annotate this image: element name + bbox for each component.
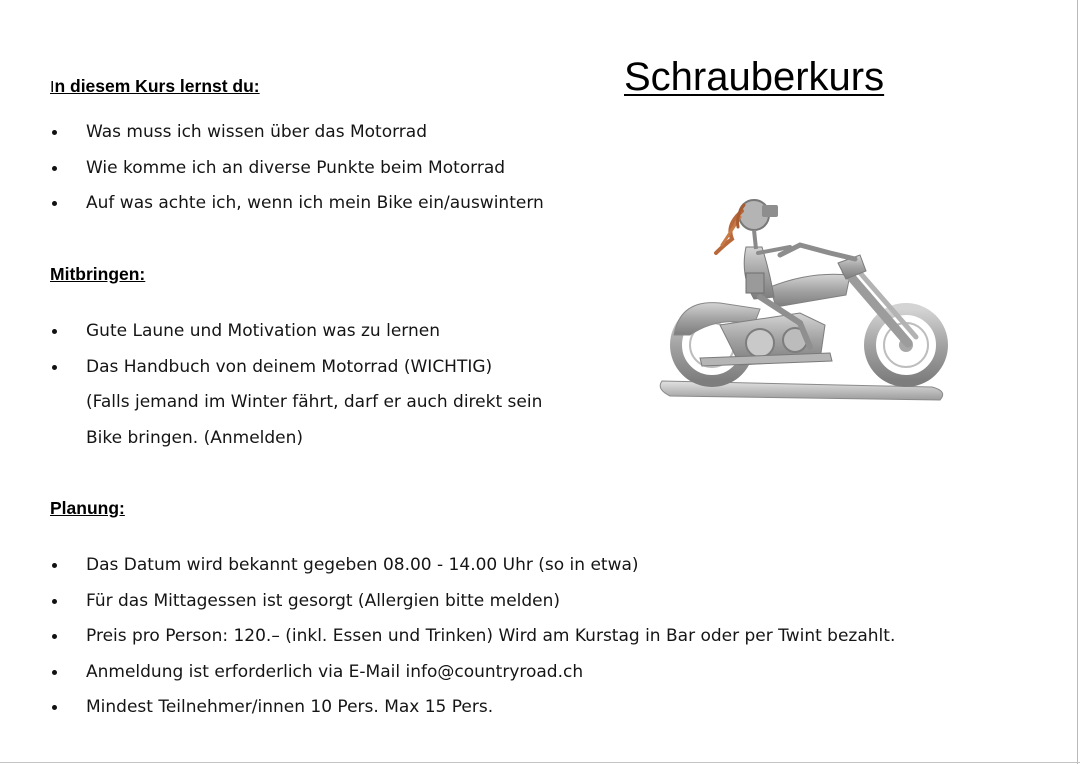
- bullet-icon: [52, 634, 57, 639]
- list-item: [50, 661, 895, 697]
- learn-list: [50, 121, 544, 228]
- bullet-icon: [52, 599, 57, 604]
- heading-learn: [50, 75, 260, 99]
- page-edge: [1077, 0, 1078, 764]
- list-item-text: Auf was achte ich, wenn ich mein Bike ein/auswintern: [86, 193, 544, 213]
- list-item: [50, 320, 542, 356]
- list-item-continuation: [50, 427, 542, 463]
- list-item: [50, 192, 544, 228]
- bullet-icon: [52, 201, 57, 206]
- bullet-icon: [52, 670, 57, 675]
- bullet-icon: [52, 365, 57, 370]
- list-item: [50, 356, 542, 392]
- list-item-text: Was muss ich wissen über das Motorrad: [86, 122, 427, 142]
- bullet-icon: [52, 329, 57, 334]
- list-item: [50, 121, 544, 157]
- list-item-text: Preis pro Person: 120.– (inkl. Essen und Trinken) Wird am Kurstag in Bar oder per Twint bezahlt.: [86, 626, 896, 646]
- motorcycle-sculpture-icon: [650, 175, 960, 410]
- list-item-text: Für das Mittagessen ist gesorgt (Allergien bitte melden): [86, 590, 561, 611]
- heading-learn-text: n diesem Kurs lernst du:: [54, 76, 260, 96]
- list-item: [50, 554, 895, 590]
- list-item: [50, 625, 895, 661]
- heading-bring: Mitbringen:: [50, 264, 146, 284]
- bullet-icon: [52, 705, 57, 710]
- page-title: Schrauberkurs: [624, 55, 885, 99]
- heading-learn-initial: I: [50, 79, 55, 96]
- list-item-text: (Falls jemand im Winter fährt, darf er auch direkt sein: [86, 392, 543, 412]
- list-item-text: Bike bringen. (Anmelden): [86, 427, 304, 448]
- bullet-icon: [52, 130, 57, 135]
- list-item: [50, 590, 895, 626]
- page-edge-bottom: [0, 762, 1080, 763]
- heading-plan: Planung:: [50, 498, 125, 518]
- plan-list: [50, 554, 895, 732]
- list-item-text: Wie komme ich an diverse Punkte beim Motorrad: [86, 157, 506, 178]
- list-item-text: Anmeldung ist erforderlich via E-Mail info@countryroad.ch: [86, 661, 584, 682]
- list-item-text: Mindest Teilnehmer/innen 10 Pers. Max 15 Pers.: [86, 697, 494, 717]
- list-item-text: Das Datum wird bekannt gegeben 08.00 - 14.00 Uhr (so in etwa): [86, 555, 639, 575]
- list-item-text: Das Handbuch von deinem Motorrad (WICHTIG): [86, 356, 493, 377]
- list-item: [50, 696, 895, 732]
- bullet-icon: [52, 166, 57, 171]
- list-item-text: Gute Laune und Motivation was zu lernen: [86, 321, 440, 341]
- list-item-continuation: [50, 391, 542, 427]
- bullet-icon: [52, 563, 57, 568]
- bring-list: [50, 320, 542, 462]
- list-item: [50, 157, 544, 193]
